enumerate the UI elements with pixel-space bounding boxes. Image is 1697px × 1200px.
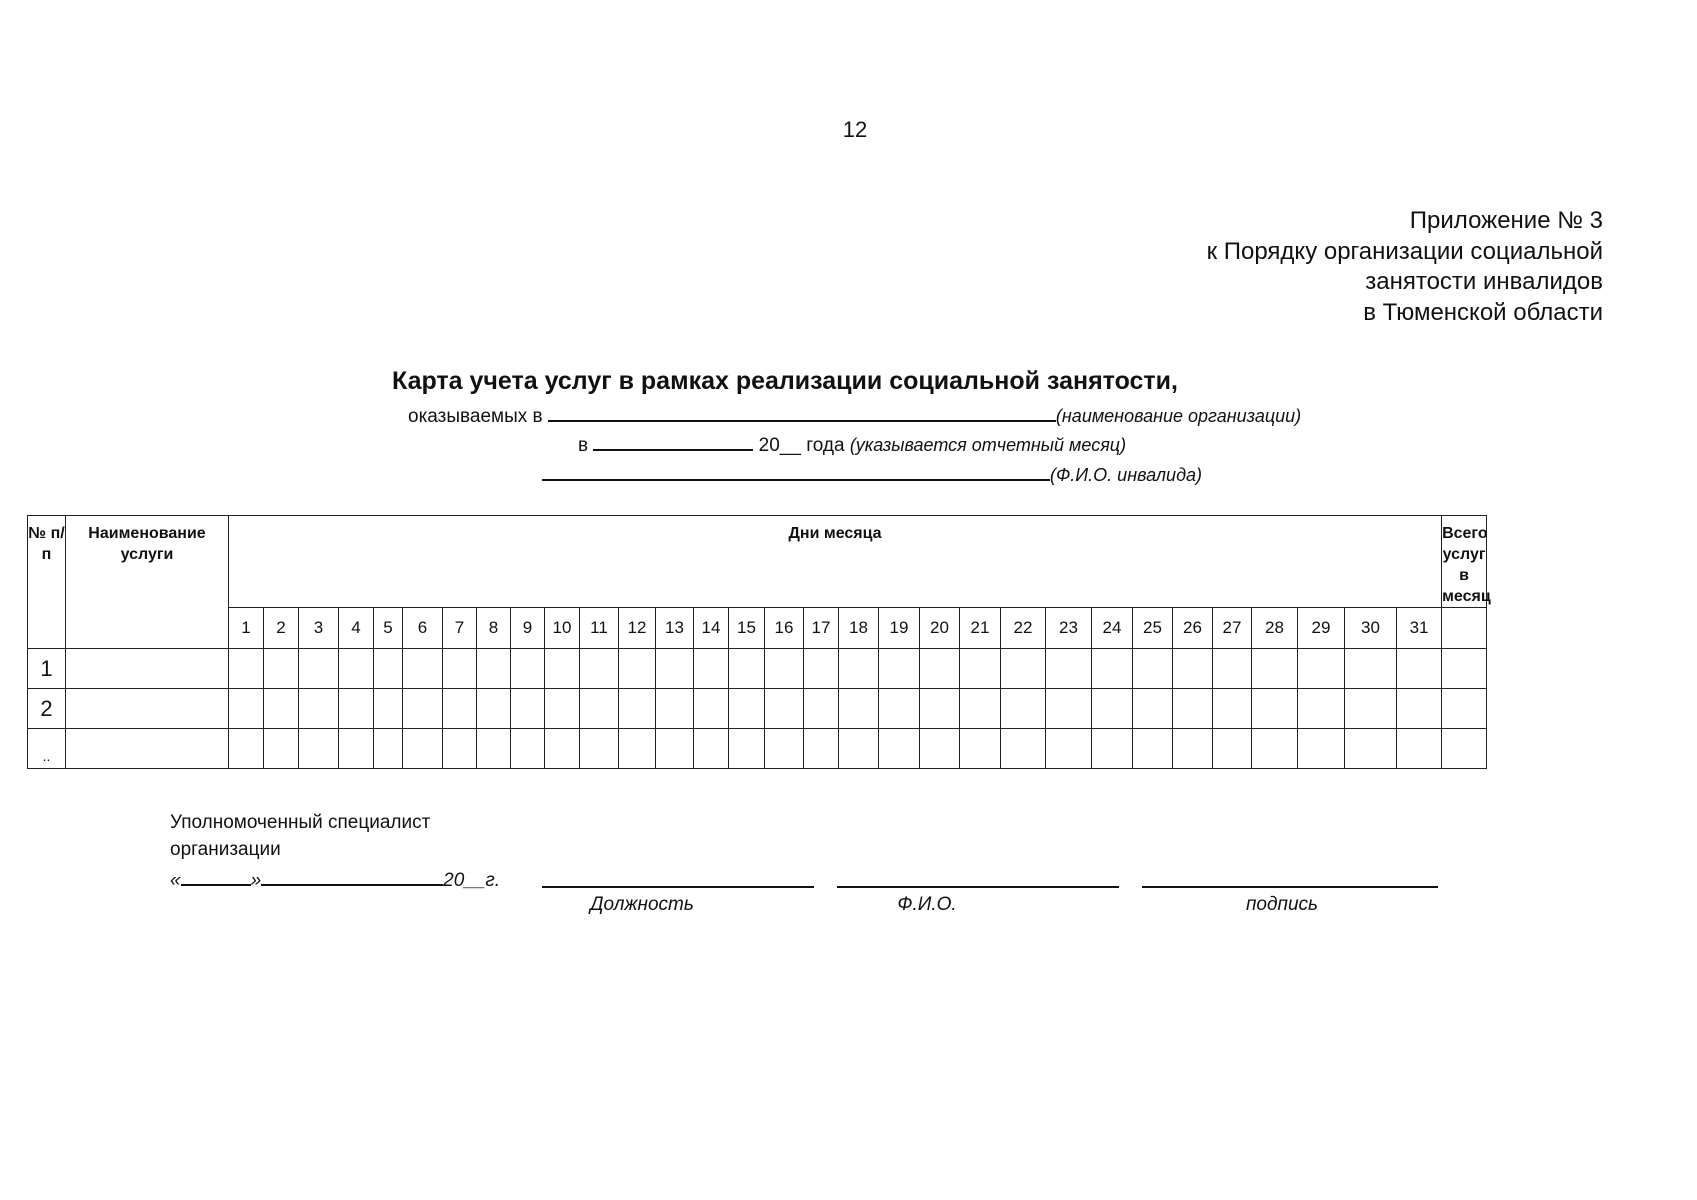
- day-cell[interactable]: [299, 729, 339, 769]
- day-cell[interactable]: [839, 689, 879, 729]
- month-prefix: в: [578, 435, 589, 456]
- day-cell[interactable]: [619, 729, 656, 769]
- day-cell[interactable]: [1298, 729, 1345, 769]
- day-header-cell: 13: [656, 608, 694, 649]
- day-cell[interactable]: [960, 649, 1001, 689]
- organization-line: [408, 402, 1301, 428]
- table-body: [28, 649, 1639, 769]
- column-header-total: Всего услуг в месяц: [1442, 516, 1487, 608]
- day-cell[interactable]: [545, 689, 580, 729]
- day-cell[interactable]: [1252, 649, 1298, 689]
- day-cell[interactable]: [443, 729, 477, 769]
- day-cell[interactable]: [1298, 649, 1345, 689]
- day-cell[interactable]: [1046, 729, 1092, 769]
- row-number-cell: ..: [28, 729, 66, 769]
- day-cell[interactable]: [511, 729, 545, 769]
- day-cell[interactable]: [694, 729, 729, 769]
- caption-signature: подпись: [1245, 894, 1319, 915]
- appendix-header: [1207, 206, 1603, 328]
- day-cell[interactable]: [920, 689, 960, 729]
- day-cell[interactable]: [511, 689, 545, 729]
- day-cell[interactable]: [1213, 649, 1252, 689]
- day-cell[interactable]: [1092, 729, 1133, 769]
- name-blank[interactable]: [837, 886, 1119, 888]
- day-cell[interactable]: [511, 649, 545, 689]
- row-number-cell: 2: [28, 689, 66, 729]
- day-cell[interactable]: [1213, 729, 1252, 769]
- day-header-cell: 24: [1092, 608, 1133, 649]
- day-header-cell: 16: [765, 608, 804, 649]
- day-cell[interactable]: [1397, 649, 1442, 689]
- day-cell[interactable]: [619, 649, 656, 689]
- appendix-line-1: Приложение № 3: [1409, 207, 1603, 234]
- row-number-cell: 1: [28, 649, 66, 689]
- person-line: [542, 461, 1202, 487]
- service-name-cell[interactable]: [66, 729, 229, 769]
- day-cell[interactable]: [339, 729, 374, 769]
- day-header-cell: 10: [545, 608, 580, 649]
- day-header-cell: 22: [1001, 608, 1046, 649]
- month-line: [578, 431, 1126, 457]
- day-cell[interactable]: [403, 689, 443, 729]
- day-cell[interactable]: [229, 689, 264, 729]
- day-cell[interactable]: [1345, 649, 1397, 689]
- day-cell[interactable]: [694, 649, 729, 689]
- day-header-cell: 15: [729, 608, 765, 649]
- total-cell[interactable]: [1442, 689, 1487, 729]
- day-cell[interactable]: [765, 729, 804, 769]
- day-cell[interactable]: [264, 689, 299, 729]
- day-header-cell: 21: [960, 608, 1001, 649]
- day-cell[interactable]: [1133, 729, 1173, 769]
- day-header-cell: 12: [619, 608, 656, 649]
- day-cell[interactable]: [403, 729, 443, 769]
- table-row: [28, 729, 1639, 769]
- day-cell[interactable]: [804, 689, 839, 729]
- day-header-cell: 9: [511, 608, 545, 649]
- total-cell[interactable]: [1442, 729, 1487, 769]
- day-cell[interactable]: [1046, 689, 1092, 729]
- day-header-cell: 31: [1397, 608, 1442, 649]
- day-cell[interactable]: [403, 649, 443, 689]
- date-close-quote: »: [250, 870, 262, 891]
- day-header-cell: 23: [1046, 608, 1092, 649]
- day-cell[interactable]: [374, 689, 403, 729]
- day-cell[interactable]: [443, 689, 477, 729]
- day-header-cell: 18: [839, 608, 879, 649]
- page-number: 12: [842, 117, 868, 142]
- position-blank[interactable]: [542, 886, 814, 888]
- day-header-cell: 29: [1298, 608, 1345, 649]
- day-cell[interactable]: [765, 689, 804, 729]
- day-header-cell: 6: [403, 608, 443, 649]
- day-cell[interactable]: [1173, 689, 1213, 729]
- day-cell[interactable]: [804, 649, 839, 689]
- signature-date: [170, 866, 500, 892]
- day-header-cell: 28: [1252, 608, 1298, 649]
- day-cell[interactable]: [339, 649, 374, 689]
- day-cell[interactable]: [879, 689, 920, 729]
- month-hint: (указывается отчетный месяц): [849, 435, 1127, 455]
- day-cell[interactable]: [545, 729, 580, 769]
- day-header-cell: 4: [339, 608, 374, 649]
- day-cell[interactable]: [1001, 729, 1046, 769]
- day-header-cell: 5: [374, 608, 403, 649]
- day-cell[interactable]: [656, 729, 694, 769]
- day-cell[interactable]: [960, 729, 1001, 769]
- day-cell[interactable]: [374, 729, 403, 769]
- day-cell[interactable]: [229, 649, 264, 689]
- column-header-number: № п/ п: [28, 516, 66, 649]
- day-cell[interactable]: [1173, 649, 1213, 689]
- day-cell[interactable]: [580, 649, 619, 689]
- day-cell[interactable]: [545, 649, 580, 689]
- day-cell[interactable]: [580, 729, 619, 769]
- day-header-cell: 2: [264, 608, 299, 649]
- day-header-cell: 25: [1133, 608, 1173, 649]
- day-cell[interactable]: [729, 649, 765, 689]
- month-blank[interactable]: [593, 431, 753, 451]
- total-cell[interactable]: [1442, 649, 1487, 689]
- day-cell[interactable]: [619, 689, 656, 729]
- day-cell[interactable]: [1001, 689, 1046, 729]
- appendix-line-4: в Тюменской области: [1363, 298, 1603, 326]
- day-cell[interactable]: [264, 729, 299, 769]
- day-cell[interactable]: [1173, 729, 1213, 769]
- date-month-blank[interactable]: [261, 866, 443, 886]
- day-cell[interactable]: [1397, 689, 1442, 729]
- organization-blank[interactable]: [548, 402, 1056, 422]
- day-header-cell: 3: [299, 608, 339, 649]
- day-cell[interactable]: [1133, 649, 1173, 689]
- caption-position: Должность: [590, 894, 694, 915]
- day-cell[interactable]: [729, 689, 765, 729]
- day-cell[interactable]: [920, 729, 960, 769]
- day-cell[interactable]: [443, 649, 477, 689]
- table-row: [28, 649, 1639, 689]
- day-header-cell: 19: [879, 608, 920, 649]
- total-header-blank-cell: [1442, 608, 1487, 649]
- column-header-service: Наименование услуги: [66, 516, 229, 649]
- day-cell[interactable]: [839, 649, 879, 689]
- day-header-cell: 8: [477, 608, 511, 649]
- day-cell[interactable]: [920, 649, 960, 689]
- day-cell[interactable]: [879, 649, 920, 689]
- date-day-blank[interactable]: [181, 866, 251, 886]
- day-cell[interactable]: [1001, 649, 1046, 689]
- day-header-cell: 20: [920, 608, 960, 649]
- day-cell[interactable]: [477, 649, 511, 689]
- date-year: 20__г.: [443, 870, 501, 891]
- signature-label-line-2: организации: [170, 839, 281, 860]
- signature-blank[interactable]: [1142, 886, 1438, 888]
- table-row: [28, 689, 1639, 729]
- day-header-cell: 11: [580, 608, 619, 649]
- organization-hint: (наименование организации): [1055, 406, 1302, 426]
- year-text: 20__ года: [758, 435, 845, 456]
- day-cell[interactable]: [580, 689, 619, 729]
- service-name-cell[interactable]: [66, 649, 229, 689]
- day-cell[interactable]: [1345, 729, 1397, 769]
- day-cell[interactable]: [339, 689, 374, 729]
- day-cell[interactable]: [1046, 649, 1092, 689]
- day-cell[interactable]: [765, 649, 804, 689]
- appendix-line-3: занятости инвалидов: [1365, 268, 1603, 295]
- day-cell[interactable]: [299, 689, 339, 729]
- days-header-row: [28, 608, 1639, 649]
- day-cell[interactable]: [960, 689, 1001, 729]
- date-open-quote: «: [170, 870, 181, 891]
- day-cell[interactable]: [477, 729, 511, 769]
- day-cell[interactable]: [879, 729, 920, 769]
- caption-name: Ф.И.О.: [897, 894, 957, 915]
- day-cell[interactable]: [656, 649, 694, 689]
- day-cell[interactable]: [1252, 689, 1298, 729]
- appendix-line-2: к Порядку организации социальной: [1206, 237, 1603, 265]
- day-cell[interactable]: [1092, 649, 1133, 689]
- day-cell[interactable]: [1092, 689, 1133, 729]
- services-table: [27, 515, 1639, 769]
- day-cell[interactable]: [1298, 689, 1345, 729]
- day-cell[interactable]: [299, 649, 339, 689]
- day-header-cell: 30: [1345, 608, 1397, 649]
- day-cell[interactable]: [729, 729, 765, 769]
- day-cell[interactable]: [1133, 689, 1173, 729]
- document-title: Карта учета услуг в рамках реализации социальной занятости,: [392, 367, 1178, 395]
- day-cell[interactable]: [374, 649, 403, 689]
- day-header-cell: 7: [443, 608, 477, 649]
- day-header-cell: 14: [694, 608, 729, 649]
- day-header-cell: 17: [804, 608, 839, 649]
- signature-label-line-1: Уполномоченный специалист: [170, 812, 431, 833]
- day-header-cell: 26: [1173, 608, 1213, 649]
- day-cell[interactable]: [1213, 689, 1252, 729]
- column-header-days: Дни месяца: [229, 516, 1442, 608]
- day-cell[interactable]: [229, 729, 264, 769]
- day-cell[interactable]: [694, 689, 729, 729]
- person-name-hint: (Ф.И.О. инвалида): [1050, 465, 1203, 485]
- day-header-cell: 27: [1213, 608, 1252, 649]
- organization-prefix: оказываемых в: [408, 406, 543, 427]
- day-cell[interactable]: [839, 729, 879, 769]
- day-cell[interactable]: [1397, 729, 1442, 769]
- day-cell[interactable]: [477, 689, 511, 729]
- day-cell[interactable]: [656, 689, 694, 729]
- day-header-cell: 1: [229, 608, 264, 649]
- day-cell[interactable]: [1345, 689, 1397, 729]
- service-name-cell[interactable]: [66, 689, 229, 729]
- day-cell[interactable]: [264, 649, 299, 689]
- day-cell[interactable]: [1252, 729, 1298, 769]
- person-name-blank[interactable]: [542, 461, 1050, 481]
- day-cell[interactable]: [804, 729, 839, 769]
